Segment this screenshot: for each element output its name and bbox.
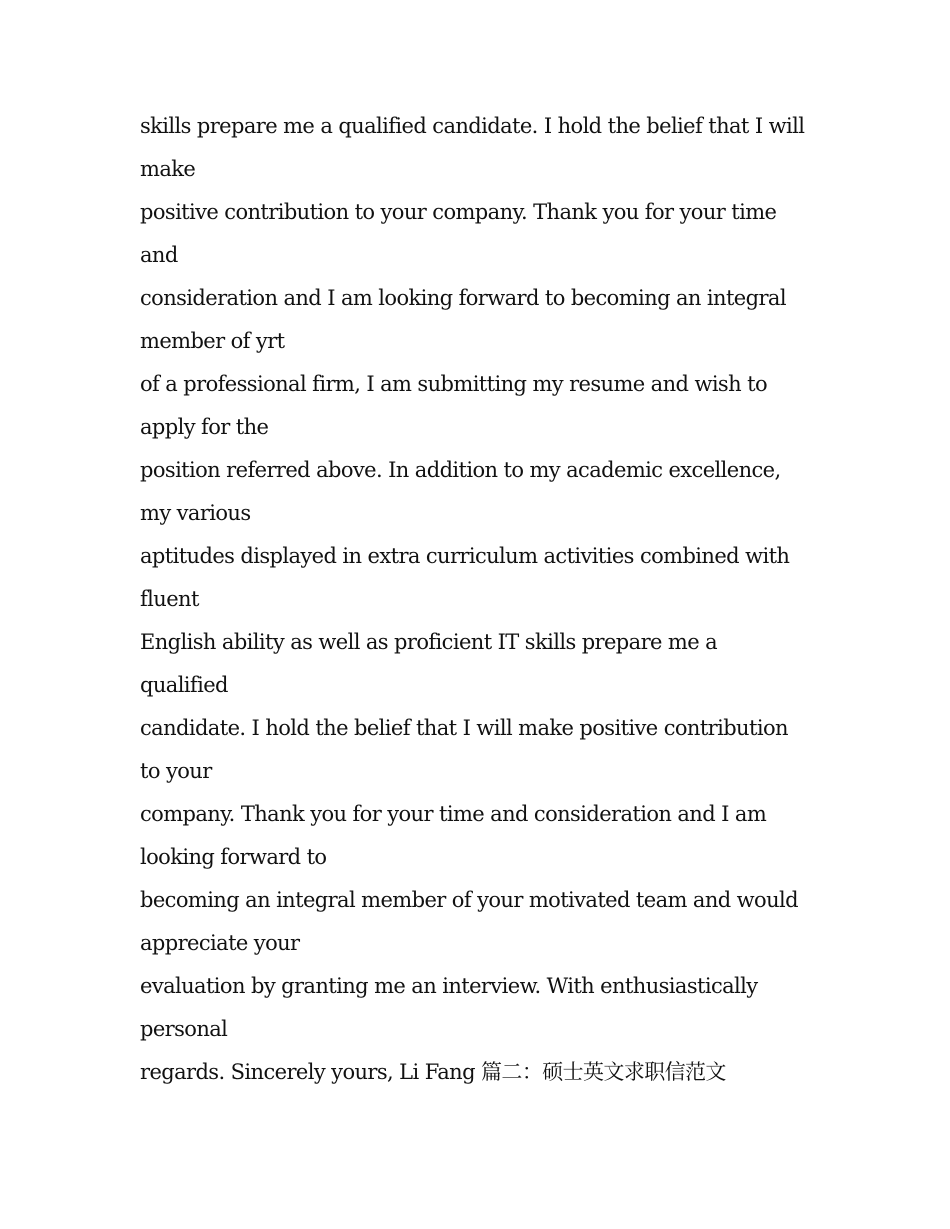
text-line: personal	[140, 1017, 228, 1041]
text-line: my various	[140, 501, 251, 525]
text-line: fluent	[140, 587, 199, 611]
text-line: aptitudes displayed in extra curriculum activities combined with	[140, 544, 790, 568]
text-line: positive contribution to your company. Thank you for your time	[140, 200, 777, 224]
text-line: regards. Sincerely yours, Li Fang 篇二：硕士英文求职信范文	[140, 1060, 726, 1084]
text-line: skills prepare me a qualified candidate. I hold the belief that I will	[140, 114, 805, 138]
text-line: member of yrt	[140, 329, 285, 353]
text-line: apply for the	[140, 415, 269, 439]
text-line: consideration and I am looking forward to becoming an integral	[140, 286, 786, 310]
text-line: and	[140, 243, 178, 267]
text-line: company. Thank you for your time and consideration and I am	[140, 802, 767, 826]
text-line: evaluation by granting me an interview. With enthusiastically	[140, 974, 758, 998]
text-line: English ability as well as proficient IT skills prepare me a	[140, 630, 718, 654]
text-line: qualified	[140, 673, 228, 697]
text-line: position referred above. In addition to my academic excellence,	[140, 458, 781, 482]
text-line: candidate. I hold the belief that I will make positive contribution	[140, 716, 788, 740]
text-line: looking forward to	[140, 845, 327, 869]
text-line: appreciate your	[140, 931, 300, 955]
text-line: to your	[140, 759, 212, 783]
body-text	[140, 105, 840, 1094]
text-line: of a professional firm, I am submitting my resume and wish to	[140, 372, 767, 396]
text-line: make	[140, 157, 196, 181]
text-line: becoming an integral member of your motivated team and would	[140, 888, 798, 912]
